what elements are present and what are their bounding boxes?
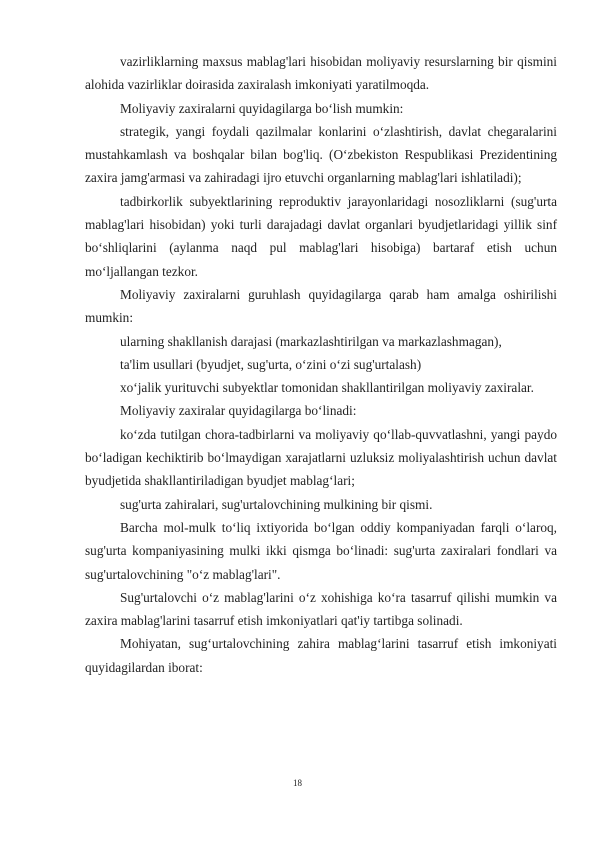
paragraph: strategik, yangi foydali qazilmalar konlarini o‘zlashtirish, davlat chegaralarini mustahkamlash va boshqalar bilan bog'liq. (O‘zbekiston Respublikasi Prezidentining zaxira jamg'armasi va zahiradagi ijro etuvchi organlarning mablag'lari ishlatiladi); <box>85 123 557 186</box>
paragraph: tadbirkorlik subyektlarining reproduktiv jarayonlaridagi nosozliklarni (sug'urta mablag'lari hisobidan) yoki turli darajadagi davlat organlari byudjetlaridagi yillik sinf bo‘shliqlarini (aylanma naqd pul mablag'lari hisobiga) bartaraf etish uchun mo‘ljallangan tezkor. <box>85 193 557 279</box>
paragraph: ko‘zda tutilgan chora-tadbirlarni va moliyaviy qo‘llab-quvvatlashni, yangi paydo bo‘ladigan kechiktirib bo‘lmaydigan xarajatlarni uzluksiz moliyalashtirish uchun davlat byudjetida shakllantiriladigan byudjet mablag‘lari; <box>85 426 557 489</box>
page-number: 18 <box>293 778 302 788</box>
paragraph: ta'lim usullari (byudjet, sug'urta, o‘zini o‘zi sug'urtalash) <box>120 356 422 372</box>
paragraph: Mohiyatan, sug‘urtalovchining zahira mablag‘larini tasarruf etish imkoniyati quyidagilardan iborat: <box>85 636 557 675</box>
paragraph: sug'urta zahiralari, sug'urtalovchining mulkining bir qismi. <box>120 496 433 512</box>
paragraph: Sug'urtalovchi o‘z mablag'larini o‘z xohishiga ko‘ra tasarruf qilishi mumkin va zaxira mablag'larini tasarruf etish imkoniyatlari qat'iy tartibga solinadi. <box>85 589 557 629</box>
paragraph: Moliyaviy zaxiralarni quyidagilarga bo‘lish mumkin: <box>120 100 404 116</box>
paragraph: Barcha mol-mulk to‘liq ixtiyorida bo‘lgan oddiy kompaniyadan farqli o‘laroq, sug'urta kompaniyasining mulki ikki qismga bo‘linadi: sug'urta zaxiralari fondlari va sug'urtalovchining "o‘z mablag'lari". <box>85 519 557 582</box>
paragraph: ularning shakllanish darajasi (markazlashtirilgan va markazlashmagan), <box>120 333 502 349</box>
paragraph: Moliyaviy zaxiralarni guruhlash quyidagilarga qarab ham amalga oshirilishi mumkin: <box>85 286 557 326</box>
paragraph: Moliyaviy zaxiralar quyidagilarga bo‘linadi: <box>120 403 357 419</box>
document-body <box>85 50 557 679</box>
paragraph: xo‘jalik yurituvchi subyektlar tomonidan shakllantirilgan moliyaviy zaxiralar. <box>120 380 534 396</box>
paragraph: vazirliklarning maxsus mablag'lari hisobidan moliyaviy resurslarning bir qismini alohida vazirliklar doirasida zaxiralash imkoniyati yaratilmoqda. <box>85 54 557 93</box>
